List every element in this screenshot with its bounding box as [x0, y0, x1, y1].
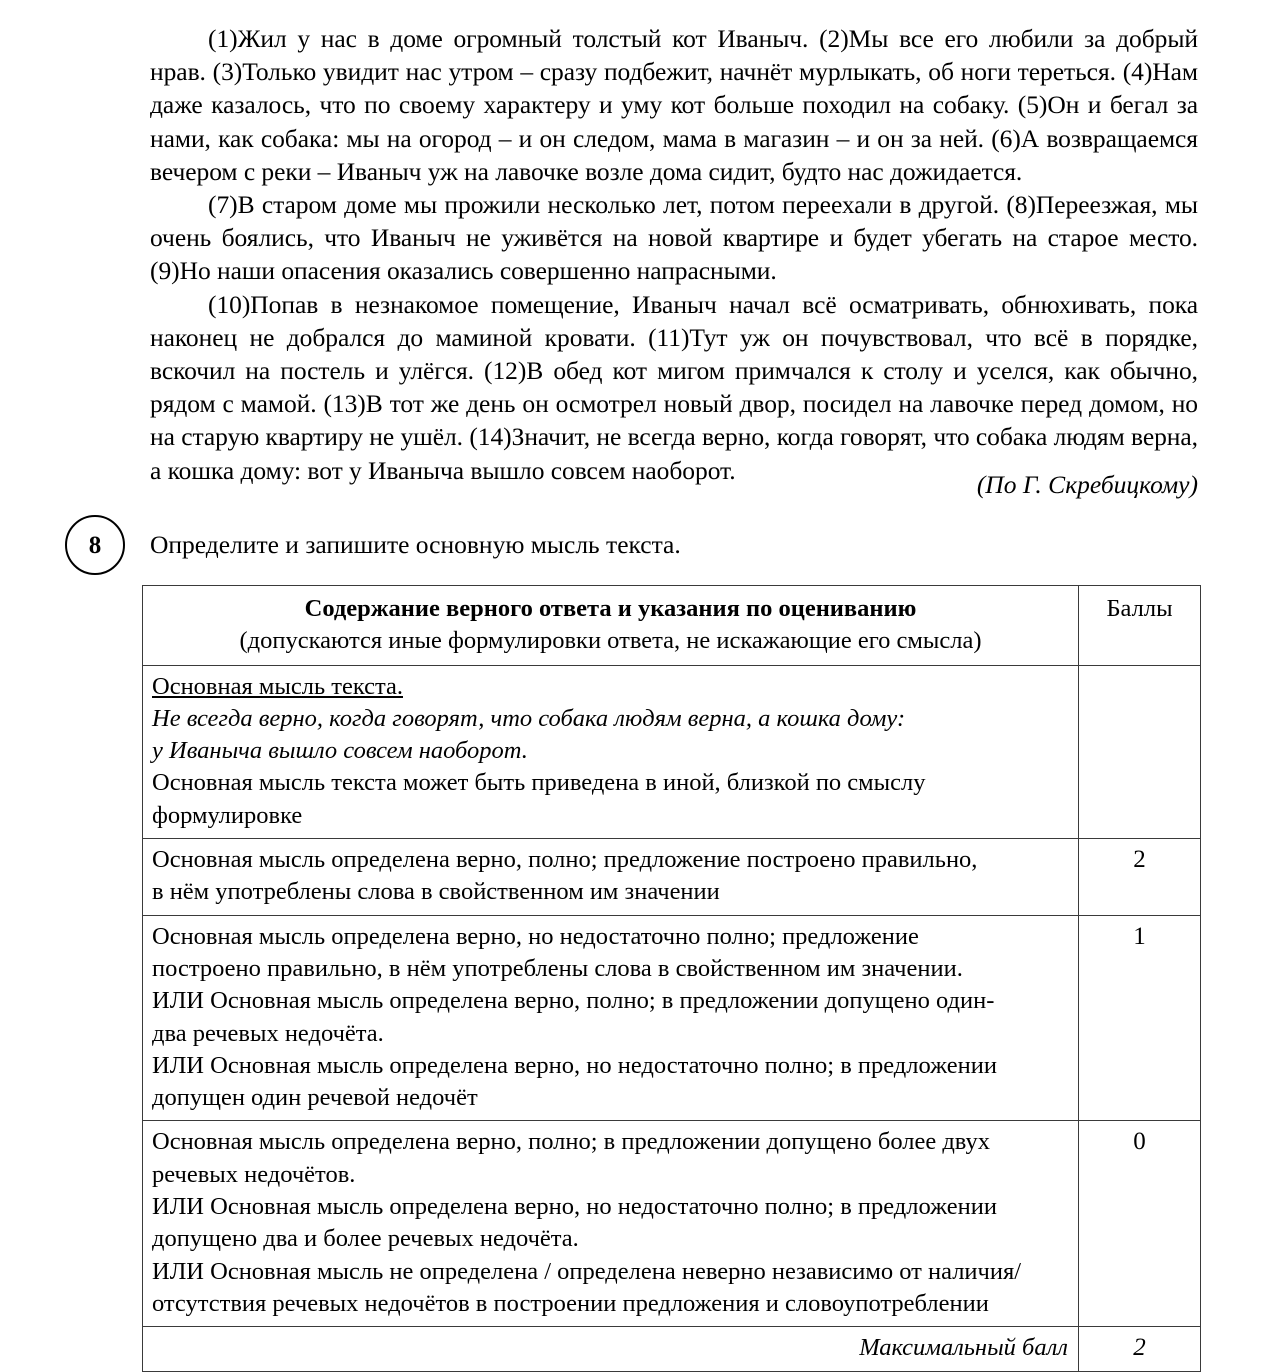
answer-text-line-1: Не всегда верно, когда говорят, что собака людям верна, а кошка дому: — [152, 704, 906, 732]
criterion-line: отсутствия речевых недочётов в построении предложения и словоупотреблении — [152, 1289, 989, 1317]
task-instruction: Определите и запишите основную мысль текста. — [150, 530, 681, 559]
answer-note-line-2: формулировке — [152, 801, 303, 829]
maximum-score-label: Максимальный балл — [143, 1327, 1079, 1371]
criterion-score-cell: 1 — [1079, 915, 1201, 1121]
task-row — [0, 512, 1280, 580]
criterion-line: ИЛИ Основная мысль определена верно, но недостаточно полно; в предложении — [152, 1051, 997, 1079]
criterion-line: речевых недочётов. — [152, 1160, 356, 1188]
passage-paragraph-1: (1)Жил у нас в доме огромный толстый кот Иваныч. (2)Мы все его любили за добрый нрав. (3)Только увидит нас утром – сразу подбежит, начнёт мурлыкать, об ноги тереться. (4)Нам даже казалось, что по своему характеру и уму кот больше походил на собаку. (5)Он и бегал за нами, как собака: мы на огород – и он следом, мама в магазин – и он за ней. (6)А возвращаемся вечером с реки – Иваныч уж на лавочке возле дома сидит, будто нас дожидается. — [150, 24, 1198, 186]
answer-score-cell — [1079, 665, 1201, 838]
criterion-line: построено правильно, в нём употреблены слова в свойственном им значении. — [152, 954, 963, 982]
criterion-line: ИЛИ Основная мысль определена верно, полно; в предложении допущено один- — [152, 987, 995, 1015]
criterion-score-cell: 0 — [1079, 1121, 1201, 1327]
criterion-line: допущено два и более речевых недочёта. — [152, 1225, 579, 1253]
criterion-line: в нём употреблены слова в свойственном им значении — [152, 878, 720, 906]
task-number-badge: 8 — [65, 515, 125, 575]
maximum-score-value: 2 — [1079, 1327, 1201, 1371]
table-body — [143, 665, 1201, 1371]
criterion-line: Основная мысль определена верно, но недостаточно полно; предложение — [152, 922, 919, 950]
grading-criteria-table — [142, 585, 1201, 1372]
criterion-line: ИЛИ Основная мысль не определена / определена неверно независимо от наличия/ — [152, 1257, 1022, 1285]
reading-passage — [150, 22, 1198, 487]
passage-attribution: (По Г. Скребицкому) — [976, 470, 1198, 499]
header-content-title: Содержание верного ответа и указания по оцениванию — [304, 595, 917, 622]
answer-text-line-2: у Иваныча вышло совсем наоборот. — [152, 737, 528, 765]
criterion-line: допущен один речевой недочёт — [152, 1084, 478, 1112]
criterion-content-cell — [143, 839, 1079, 916]
table-row — [143, 915, 1201, 1121]
table-header — [143, 586, 1201, 666]
table-row — [143, 665, 1201, 838]
answer-title: Основная мысль текста. — [152, 672, 403, 700]
criterion-line: Основная мысль определена верно, полно; в предложении допущено более двух — [152, 1128, 991, 1156]
criterion-line: два речевых недочёта. — [152, 1019, 384, 1047]
passage-paragraph-2: (7)В старом доме мы прожили несколько лет, потом переехали в другой. (8)Переезжая, мы очень боялись, что Иваныч не уживётся на новой квартире и будет убегать на старое место. (9)Но наши опасения оказались совершенно напрасными. — [150, 190, 1198, 286]
passage-paragraph-3: (10)Попав в незнакомое помещение, Иваныч начал всё осматривать, обнюхивать, пока наконец не добрался до маминой кровати. (11)Тут уж он почувствовал, что всё в порядке, вскочил на постель и улёгся. (12)В обед кот мигом примчался к столу и уселся, как обычно, рядом с мамой. (13)В тот же день он осмотрел новый двор, посидел на лавочке перед домом, но на старую квартиру не ушёл. (14)Значит, не всегда верно, когда говорят, что собака людям верна, а кошка дому: вот у Иваныча вышло совсем наоборот. — [150, 289, 1198, 485]
criterion-score-cell: 2 — [1079, 839, 1201, 916]
criterion-content-cell — [143, 915, 1079, 1121]
table-row — [143, 839, 1201, 916]
header-content-cell — [143, 586, 1079, 666]
header-score-cell: Баллы — [1079, 586, 1201, 666]
criterion-content-cell — [143, 1121, 1079, 1327]
criterion-line: Основная мысль определена верно, полно; предложение построено правильно, — [152, 846, 978, 874]
header-content-subtitle: (допускаются иные формулировки ответа, не искажающие его смысла) — [239, 627, 982, 655]
answer-note-line-1: Основная мысль текста может быть приведена в иной, близкой по смыслу — [152, 769, 926, 797]
criterion-line: ИЛИ Основная мысль определена верно, но недостаточно полно; в предложении — [152, 1193, 997, 1221]
table-row — [143, 1121, 1201, 1327]
answer-content-cell — [143, 665, 1079, 838]
table-header-row — [143, 586, 1201, 666]
table-row-maximum-score — [143, 1327, 1201, 1371]
